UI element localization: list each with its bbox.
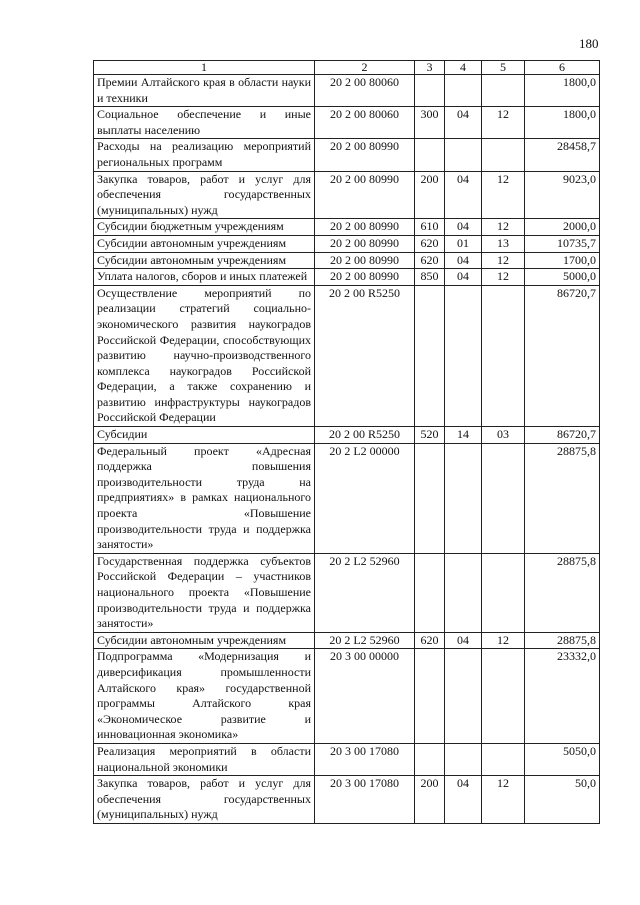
table-row [94, 743, 600, 775]
row-section-cell [445, 553, 482, 632]
row-code-cell: 20 2 L2 52960 [315, 553, 415, 632]
row-code-cell: 20 2 00 80990 [315, 252, 415, 269]
row-subsection-cell: 12 [482, 269, 525, 286]
row-code-cell: 20 2 00 80990 [315, 269, 415, 286]
row-expense-type-cell [415, 139, 445, 171]
table-row [94, 632, 600, 649]
row-name-cell: Реализация мероприятий в области национальной экономики [94, 743, 315, 775]
row-sum-cell: 9023,0 [525, 171, 600, 219]
row-sum-cell: 28875,8 [525, 443, 600, 553]
column-header: 6 [525, 61, 600, 75]
table-row [94, 219, 600, 236]
row-subsection-cell [482, 553, 525, 632]
row-section-cell: 14 [445, 427, 482, 444]
row-subsection-cell: 12 [482, 632, 525, 649]
row-name-cell: Субсидии [94, 427, 315, 444]
table-row [94, 649, 600, 744]
budget-table [93, 60, 600, 824]
row-expense-type-cell: 620 [415, 632, 445, 649]
row-code-cell: 20 3 00 17080 [315, 776, 415, 824]
table-row [94, 553, 600, 632]
row-name-cell: Премии Алтайского края в области науки и техники [94, 75, 315, 107]
row-expense-type-cell [415, 649, 445, 744]
row-code-cell: 20 2 00 80060 [315, 107, 415, 139]
row-sum-cell: 23332,0 [525, 649, 600, 744]
row-code-cell: 20 2 L2 52960 [315, 632, 415, 649]
row-name-cell: Субсидии автономным учреждениям [94, 632, 315, 649]
header-row [94, 61, 600, 75]
row-sum-cell: 1700,0 [525, 252, 600, 269]
row-expense-type-cell: 300 [415, 107, 445, 139]
row-subsection-cell: 12 [482, 252, 525, 269]
row-section-cell: 04 [445, 632, 482, 649]
row-sum-cell: 28875,8 [525, 632, 600, 649]
column-header: 5 [482, 61, 525, 75]
row-sum-cell: 2000,0 [525, 219, 600, 236]
row-expense-type-cell: 200 [415, 776, 445, 824]
table-row [94, 139, 600, 171]
row-code-cell: 20 2 00 80990 [315, 235, 415, 252]
row-section-cell [445, 443, 482, 553]
row-expense-type-cell: 620 [415, 235, 445, 252]
page-number: 180 [579, 36, 599, 51]
row-subsection-cell: 12 [482, 107, 525, 139]
table-row [94, 285, 600, 426]
row-section-cell [445, 75, 482, 107]
row-code-cell: 20 2 00 80990 [315, 139, 415, 171]
row-sum-cell: 28458,7 [525, 139, 600, 171]
row-subsection-cell: 03 [482, 427, 525, 444]
row-subsection-cell: 13 [482, 235, 525, 252]
row-subsection-cell: 12 [482, 776, 525, 824]
table-row [94, 776, 600, 824]
table-row [94, 443, 600, 553]
row-subsection-cell [482, 139, 525, 171]
table-row [94, 269, 600, 286]
row-sum-cell: 50,0 [525, 776, 600, 824]
row-subsection-cell [482, 743, 525, 775]
row-section-cell: 04 [445, 171, 482, 219]
row-code-cell: 20 2 00 R5250 [315, 285, 415, 426]
row-name-cell: Расходы на реализацию мероприятий региональных программ [94, 139, 315, 171]
table-row [94, 252, 600, 269]
row-code-cell: 20 3 00 17080 [315, 743, 415, 775]
row-code-cell: 20 2 00 80060 [315, 75, 415, 107]
row-sum-cell: 1800,0 [525, 107, 600, 139]
row-subsection-cell: 12 [482, 219, 525, 236]
table-row [94, 107, 600, 139]
row-expense-type-cell: 200 [415, 171, 445, 219]
row-subsection-cell [482, 443, 525, 553]
row-expense-type-cell [415, 285, 445, 426]
row-section-cell [445, 649, 482, 744]
row-subsection-cell [482, 649, 525, 744]
row-section-cell: 04 [445, 269, 482, 286]
row-section-cell: 01 [445, 235, 482, 252]
row-expense-type-cell [415, 443, 445, 553]
column-header: 1 [94, 61, 315, 75]
row-name-cell: Уплата налогов, сборов и иных платежей [94, 269, 315, 286]
row-section-cell: 04 [445, 252, 482, 269]
row-sum-cell: 1800,0 [525, 75, 600, 107]
row-section-cell [445, 139, 482, 171]
table-row [94, 171, 600, 219]
row-name-cell: Субсидии автономным учреждениям [94, 252, 315, 269]
row-sum-cell: 86720,7 [525, 285, 600, 426]
row-expense-type-cell: 850 [415, 269, 445, 286]
column-header: 2 [315, 61, 415, 75]
row-name-cell: Федеральный проект «Адресная поддержка повышения производительности труда на предприятиях» в рамках национального проекта «Повышение производительности труда и поддержка занятости» [94, 443, 315, 553]
row-name-cell: Социальное обеспечение и иные выплаты населению [94, 107, 315, 139]
row-subsection-cell [482, 75, 525, 107]
table-row [94, 235, 600, 252]
row-expense-type-cell [415, 553, 445, 632]
row-sum-cell: 10735,7 [525, 235, 600, 252]
row-code-cell: 20 3 00 00000 [315, 649, 415, 744]
row-name-cell: Субсидии бюджетным учреждениям [94, 219, 315, 236]
row-expense-type-cell [415, 743, 445, 775]
row-code-cell: 20 2 00 80990 [315, 171, 415, 219]
table-body [94, 75, 600, 824]
row-expense-type-cell: 520 [415, 427, 445, 444]
row-code-cell: 20 2 00 80990 [315, 219, 415, 236]
row-sum-cell: 28875,8 [525, 553, 600, 632]
row-sum-cell: 5050,0 [525, 743, 600, 775]
row-subsection-cell [482, 285, 525, 426]
row-sum-cell: 86720,7 [525, 427, 600, 444]
row-expense-type-cell [415, 75, 445, 107]
row-name-cell: Подпрограмма «Модернизация и диверсификация промышленности Алтайского края» государственной программы Алтайского края «Экономическое развитие и инновационная экономика» [94, 649, 315, 744]
row-subsection-cell: 12 [482, 171, 525, 219]
row-name-cell: Осуществление мероприятий по реализации стратегий социально-экономического развития наукоградов Российской Федерации, способствующих развитию научно-производственного комплекса наукоградов Российской Федерации, а также сохранению и развитию инфраструктуры наукоградов Российской Федерации [94, 285, 315, 426]
row-name-cell: Закупка товаров, работ и услуг для обеспечения государственных (муниципальных) нужд [94, 171, 315, 219]
row-sum-cell: 5000,0 [525, 269, 600, 286]
row-code-cell: 20 2 00 R5250 [315, 427, 415, 444]
column-header: 4 [445, 61, 482, 75]
row-name-cell: Государственная поддержка субъектов Российской Федерации – участников национального проекта «Повышение производительности труда и поддержка занятости» [94, 553, 315, 632]
row-section-cell: 04 [445, 219, 482, 236]
row-section-cell [445, 285, 482, 426]
table-row [94, 427, 600, 444]
row-section-cell: 04 [445, 107, 482, 139]
row-name-cell: Закупка товаров, работ и услуг для обеспечения государственных (муниципальных) нужд [94, 776, 315, 824]
row-name-cell: Субсидии автономным учреждениям [94, 235, 315, 252]
row-code-cell: 20 2 L2 00000 [315, 443, 415, 553]
row-expense-type-cell: 610 [415, 219, 445, 236]
row-expense-type-cell: 620 [415, 252, 445, 269]
row-section-cell [445, 743, 482, 775]
table-row [94, 75, 600, 107]
row-section-cell: 04 [445, 776, 482, 824]
column-header: 3 [415, 61, 445, 75]
